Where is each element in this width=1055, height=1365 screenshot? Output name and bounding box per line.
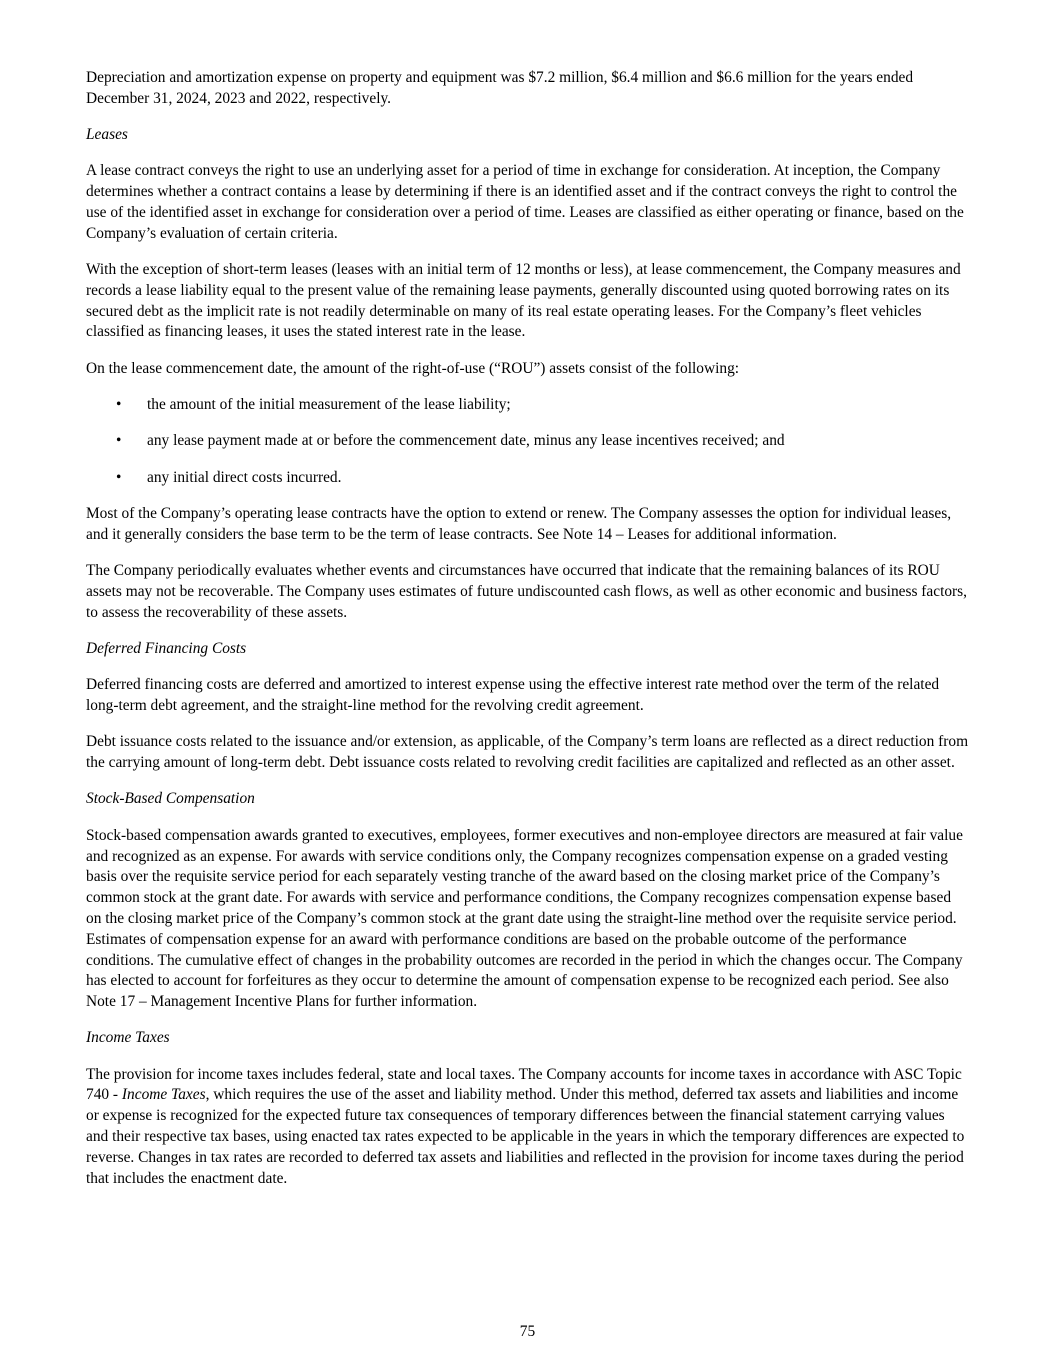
bullet-icon: • <box>116 396 122 414</box>
deferred-financing-paragraph-2: Debt issuance costs related to the issuance and/or extension, as applicable, of the Company’s term loans are reflected as a direct reduction from the carrying amount of long-term debt. Debt issuance costs related to revolving credit facilities are capitalized and reflected as an other asset. <box>86 733 969 772</box>
leases-paragraph-3: On the lease commencement date, the amount of the right-of-use (“ROU”) assets consist of the following: <box>86 359 740 377</box>
leases-heading: Leases <box>86 126 128 144</box>
leases-paragraph-5: The Company periodically evaluates whether events and circumstances have occurred that indicate that the remaining balances of its ROU assets may not be recoverable. The Company uses estimates of future undiscounted cash flows, as well as other economic and business factors, to assess the recoverability of these assets. <box>86 562 968 621</box>
list-item <box>86 395 970 416</box>
income-taxes-text-end: , which requires the use of the asset and liability method. Under this method, deferred tax assets and liabilities and income or expense is recognized for the expected future tax consequences of temporary differences between the financial statement carrying values and their respective tax bases, using enacted tax rates expected to be applicable in the years in which the temporary differences are expected to reverse. Changes in tax rates are recorded to deferred tax assets and liabilities and reflected in the provision for income taxes during the period that includes the enactment date. <box>86 1086 965 1187</box>
income-taxes-topic-title: Income Taxes <box>121 1086 206 1104</box>
list-item-text: any initial direct costs incurred. <box>147 468 342 486</box>
leases-paragraph-4: Most of the Company’s operating lease contracts have the option to extend or renew. The Company assesses the option for individual leases, and it generally considers the base term to be the term of lease contracts. See Note 14 – Leases for additional information. <box>86 504 952 543</box>
deferred-financing-heading: Deferred Financing Costs <box>86 639 247 657</box>
bullet-icon: • <box>116 468 122 486</box>
income-taxes-heading: Income Taxes <box>86 1029 170 1047</box>
list-item <box>86 431 970 452</box>
document-body <box>86 68 970 1205</box>
leases-paragraph-2: With the exception of short-term leases (leases with an initial term of 12 months or less), at lease commencement, the Company measures and records a lease liability equal to the present value of the remaining lease payments, generally discounted using quoted borrowing rates on its secured debt as the implicit rate is not readily determinable on many of its real estate operating leases. For the Company’s fleet vehicles classified as financing leases, it uses the stated interest rate in the lease. <box>86 261 961 341</box>
bullet-icon: • <box>116 432 122 450</box>
deferred-financing-paragraph-1: Deferred financing costs are deferred and amortized to interest expense using the effective interest rate method over the term of the related long-term debt agreement, and the straight-line method for the revolving credit agreement. <box>86 676 940 715</box>
depreciation-paragraph: Depreciation and amortization expense on property and equipment was $7.2 million, $6.4 million and $6.6 million for the years ended December 31, 2024, 2023 and 2022, respectively. <box>86 69 914 107</box>
income-taxes-text-start: The provision for income taxes includes federal, state and local taxes. The Company accounts for income taxes in accordance with ASC Topic 740 - <box>86 1065 962 1104</box>
stock-comp-heading: Stock-Based Compensation <box>86 790 255 808</box>
income-taxes-paragraph <box>86 1065 970 1190</box>
leases-paragraph-1: A lease contract conveys the right to use an underlying asset for a period of time in exchange for consideration. At inception, the Company determines whether a contract contains a lease by determining if there is an identified asset and if the contract conveys the right to control the use of the identified asset in exchange for consideration over a period of time. Leases are classified as either operating or finance, based on the Company’s evaluation of certain criteria. <box>86 162 964 242</box>
rou-assets-list <box>86 395 970 488</box>
stock-comp-paragraph: Stock-based compensation awards granted to executives, employees, former executives and non-employee directors are measured at fair value and recognized as an expense. For awards with service conditions only, the Company recognizes compensation expense on a graded vesting basis over the requisite service period for each separately vesting tranche of the award based on the closing market price of the Company’s common stock at the grant date. For awards with service and performance conditions, the Company recognizes compensation expense based on the closing market price of the Company’s common stock at the grant date using the straight-line method over the requisite service period. Estimates of compensation expense for an award with performance conditions are based on the probable outcome of the performance conditions. The cumulative effect of changes in the probability outcomes are recorded in the period in which the changes occur. The Company has elected to account for forfeitures as they occur to determine the amount of compensation expense to be recognized each period. See also Note 17 – Management Incentive Plans for further information. <box>86 826 963 1011</box>
page-number: 75 <box>519 1323 536 1340</box>
list-item-text: the amount of the initial measurement of the lease liability; <box>147 396 511 414</box>
list-item <box>86 468 970 489</box>
list-item-text: any lease payment made at or before the commencement date, minus any lease incentives received; and <box>147 432 785 450</box>
